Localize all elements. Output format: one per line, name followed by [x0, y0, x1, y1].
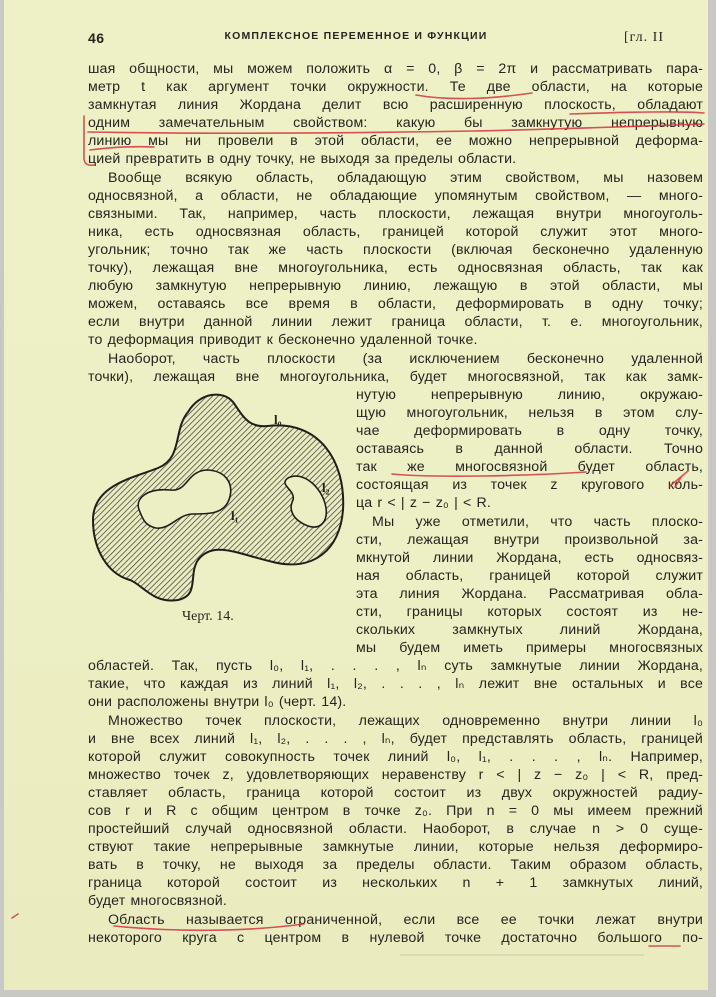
label-l2: l₂	[322, 480, 330, 495]
text-line: ца r < | z − z₀ | < R.	[356, 495, 492, 511]
text-line: такие, что каждая из линий l₁, l₂, . . . , lₙ лежит вне остальных и все	[88, 676, 703, 692]
text-line: сти, границы которых состоят из не-	[356, 604, 703, 620]
text-line: граница которой состоит из нескольких n + 1 замкнутых линий,	[88, 875, 703, 891]
text-line: вать в точку, не выходя за пределы области. Таким образом область,	[88, 857, 703, 873]
text-line: Множество точек плоскости, лежащих одновременно внутри линии l₀	[108, 713, 703, 729]
figure-caption: Черт. 14.	[182, 609, 234, 624]
text-line: метр t как аргумент точки окружности. Те две области, на которые	[88, 79, 703, 95]
margin-tick	[12, 914, 18, 918]
text-line: точки), лежащая вне многоугольника, будет многосвязной, так как замк-	[88, 369, 703, 385]
text-line: угольник; точно так же часть плоскости (включая бесконечно удаленную	[88, 242, 703, 258]
text-line: эта линия Жордана. Рассматривая обла-	[356, 586, 703, 602]
text-line: ная область, границей которой служит	[356, 568, 703, 584]
text-line: так же многосвязной будет область,	[356, 459, 703, 475]
text-line: которой служит совокупность точек линий l₀, l₁, . . . , lₙ. Например,	[88, 749, 703, 765]
text-line: Вообще всякую область, обладающую этим свойством, мы назовем	[108, 170, 703, 186]
label-l0: l₀	[274, 412, 282, 427]
text-line: ника, есть односвязная область, границей которой служит этот много-	[88, 224, 703, 240]
text-line: некоторого круга с центром в нулевой точке достаточно большого по-	[88, 930, 703, 946]
text-line: областей. Так, пусть l₀, l₁, . . . , lₙ суть замкнутые линии Жордана,	[88, 658, 703, 674]
text-line: простейший случай односвязной области. Наоборот, в случае n > 0 суще-	[88, 821, 703, 837]
text-line: чае деформировать в одну точку,	[356, 423, 703, 439]
text-line: мы будем иметь примеры многосвязных	[356, 640, 703, 656]
text-line: если внутри данной линии лежит граница области, т. е. многоугольник,	[88, 314, 703, 330]
text-line: будет многосвязной.	[88, 893, 227, 909]
text-line: сти, лежащая внутри произвольной за-	[356, 532, 703, 548]
text-line: одним замечательным свойством: какую бы замкнутую непрерывную	[88, 115, 703, 131]
figure-14-multiply-connected-region	[88, 390, 350, 605]
page-number: 46	[88, 30, 105, 46]
text-line: Область называется ограниченной, если все ее точки лежат внутри	[108, 912, 703, 928]
text-line: шая общности, мы можем положить α = 0, β = 2π и рассматривать пара-	[88, 61, 703, 77]
text-line: связными. Так, например, часть плоскости, лежащая внутри многоуголь-	[88, 206, 703, 222]
text-line: нутую непрерывную линию, окружаю-	[356, 387, 703, 403]
label-l1: l₁	[231, 508, 239, 523]
text-line: точку), лежащая вне многоугольника, есть односвязная область, так как	[88, 260, 703, 276]
text-line: односвязной, а области, не обладающие упомянутым свойством, — многo-	[88, 188, 703, 204]
text-line: ствуют такие непрерывные замкнутые линии, которые нельзя деформиро-	[88, 839, 703, 855]
text-line: Наоборот, часть плоскости (за исключением бесконечно удаленной	[108, 351, 703, 367]
text-line: линию мы ни провели в этой области, ее можно непрерывной деформа-	[88, 133, 703, 149]
text-line: оставаясь в данной области. Точно	[356, 441, 703, 457]
text-line: скольких замкнутых линий Жордана,	[356, 622, 703, 638]
text-line: Мы уже отметили, что часть плоско-	[372, 514, 703, 530]
running-title: КОМПЛЕКСНОЕ ПЕРЕМЕННОЕ И ФУНКЦИИ	[224, 30, 488, 42]
text-line: они расположены внутри l₀ (черт. 14).	[88, 694, 347, 710]
text-line: множество точек z, удовлетворяющих неравенству r < | z − z₀ | < R, пред-	[88, 767, 703, 783]
chapter-marker: [гл. II	[623, 30, 664, 45]
text-line: цией превратить в одну точку, не выходя за пределы области.	[88, 151, 517, 167]
book-page	[4, 0, 708, 990]
text-line: сов r и R с общим центром в точке z₀. При n = 0 мы имеем прежний	[88, 803, 703, 819]
text-line: можем, оставаясь все время в области, деформировать в одну точку;	[88, 296, 703, 312]
text-line: мкнутой линии Жордана, есть односвяз-	[356, 550, 703, 566]
text-line: любую замкнутую непрерывную линию, лежащую в этой области, мы	[88, 278, 703, 294]
text-line: состоящая из точек z кругового коль-	[356, 477, 703, 493]
text-line: замкнутая линия Жордана делит всю расширенную плоскость, обладают	[88, 97, 703, 113]
text-line: и вне всех линий l₁, l₂, . . . , lₙ, будет представлять область, границей	[88, 731, 703, 747]
text-line: щую многоугольник, нельзя в этом слу-	[356, 405, 703, 421]
text-line: ставляет область, граница которой состоит из двух окружностей радиу-	[88, 785, 703, 801]
text-line: то деформация приводит к бесконечно удаленной точке.	[88, 332, 478, 348]
